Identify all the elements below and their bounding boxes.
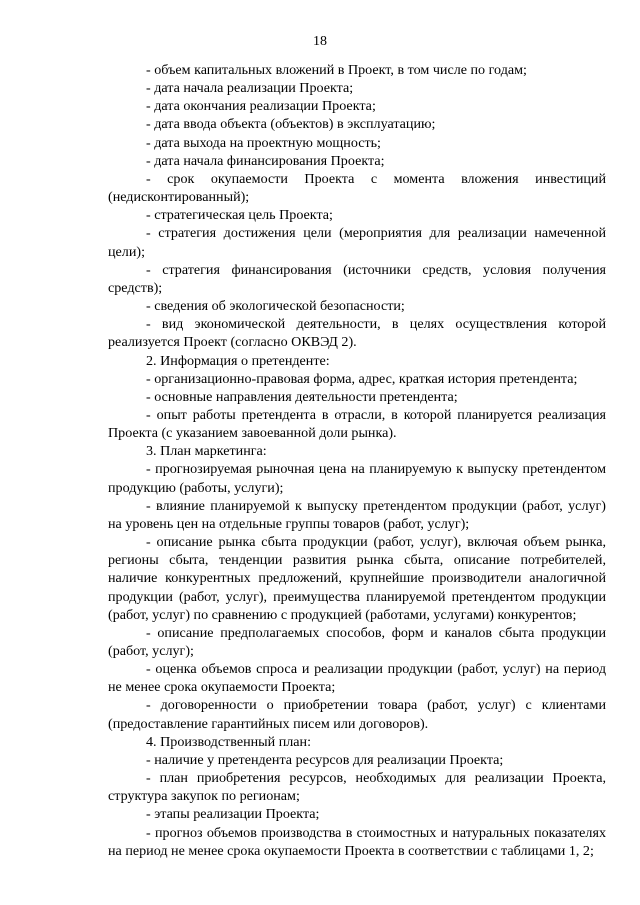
list-item: - стратегическая цель Проекта;: [146, 207, 333, 224]
list-item: - прогноз объемов производства в стоимостных и натуральных показателях на период не менее срока окупаемости Проекта в соответствии с таблицами 1, 2;: [108, 824, 606, 859]
page-number: 18: [313, 34, 327, 49]
list-item: - дата выхода на проектную мощность;: [146, 134, 381, 151]
list-item: - срок окупаемости Проекта с момента вложения инвестиций (недисконтированный);: [108, 170, 606, 206]
document-body: [108, 61, 606, 860]
list-item: - дата ввода объекта (объектов) в эксплуатацию;: [146, 116, 436, 133]
section-heading: 3. План маркетинга:: [146, 443, 267, 460]
list-item: - опыт работы претендента в отрасли, в которой планируется реализация Проекта (с указанием завоеванной доли рынка).: [108, 406, 606, 442]
list-item: - влияние планируемой к выпуску претендентом продукции (работ, услуг) на уровень цен на отдельные группы товаров (работ, услуг);: [108, 497, 606, 532]
section-heading: 2. Информация о претенденте:: [146, 352, 330, 369]
list-item: - дата начала финансирования Проекта;: [146, 152, 385, 169]
section-heading: 4. Производственный план:: [146, 733, 311, 750]
list-item: - план приобретения ресурсов, необходимых для реализации Проекта, структура закупок по регионам;: [108, 770, 606, 805]
list-item: - сведения об экологической безопасности;: [146, 298, 405, 315]
list-item: - вид экономической деятельности, в целях осуществления которой реализуется Проект (согласно ОКВЭД 2).: [108, 316, 606, 351]
list-item: - дата начала реализации Проекта;: [146, 80, 354, 97]
list-item: - стратегия финансирования (источники средств, условия получения средств);: [108, 261, 606, 296]
list-item: - прогнозируемая рыночная цена на планируемую к выпуску претендентом продукцию (работы, услуги);: [108, 461, 606, 496]
list-item: - этапы реализации Проекта;: [146, 806, 320, 823]
list-item: - описание рынка сбыта продукции (работ, услуг), включая объем рынка, регионы сбыта, тенденции развития рынка сбыта, описание потребителей, наличие конкурентных предложений, крупнейшие производители аналогичной продукции (работ, услуг), преимущества планируемой претендентом продукции (работ, услуг) по сравнению с продукцией (работами, услугами) конкурентов;: [108, 534, 606, 623]
list-item: - описание предполагаемых способов, форм и каналов сбыта продукции (работ, услуг);: [108, 624, 606, 659]
list-item: - дата окончания реализации Проекта;: [146, 98, 376, 115]
list-item: - организационно-правовая форма, адрес, краткая история претендента;: [146, 370, 578, 387]
list-item: - наличие у претендента ресурсов для реализации Проекта;: [146, 751, 504, 768]
list-item: - договоренности о приобретении товара (работ, услуг) с клиентами (предоставление гарантийных писем или договоров).: [108, 697, 606, 732]
list-item: - основные направления деятельности претендента;: [146, 388, 458, 405]
list-item: - стратегия достижения цели (мероприятия для реализации намеченной цели);: [108, 225, 606, 260]
list-item: - объем капитальных вложений в Проект, в том числе по годам;: [146, 62, 527, 78]
list-item: - оценка объемов спроса и реализации продукции (работ, услуг) на период не менее срока окупаемости Проекта;: [108, 661, 606, 696]
